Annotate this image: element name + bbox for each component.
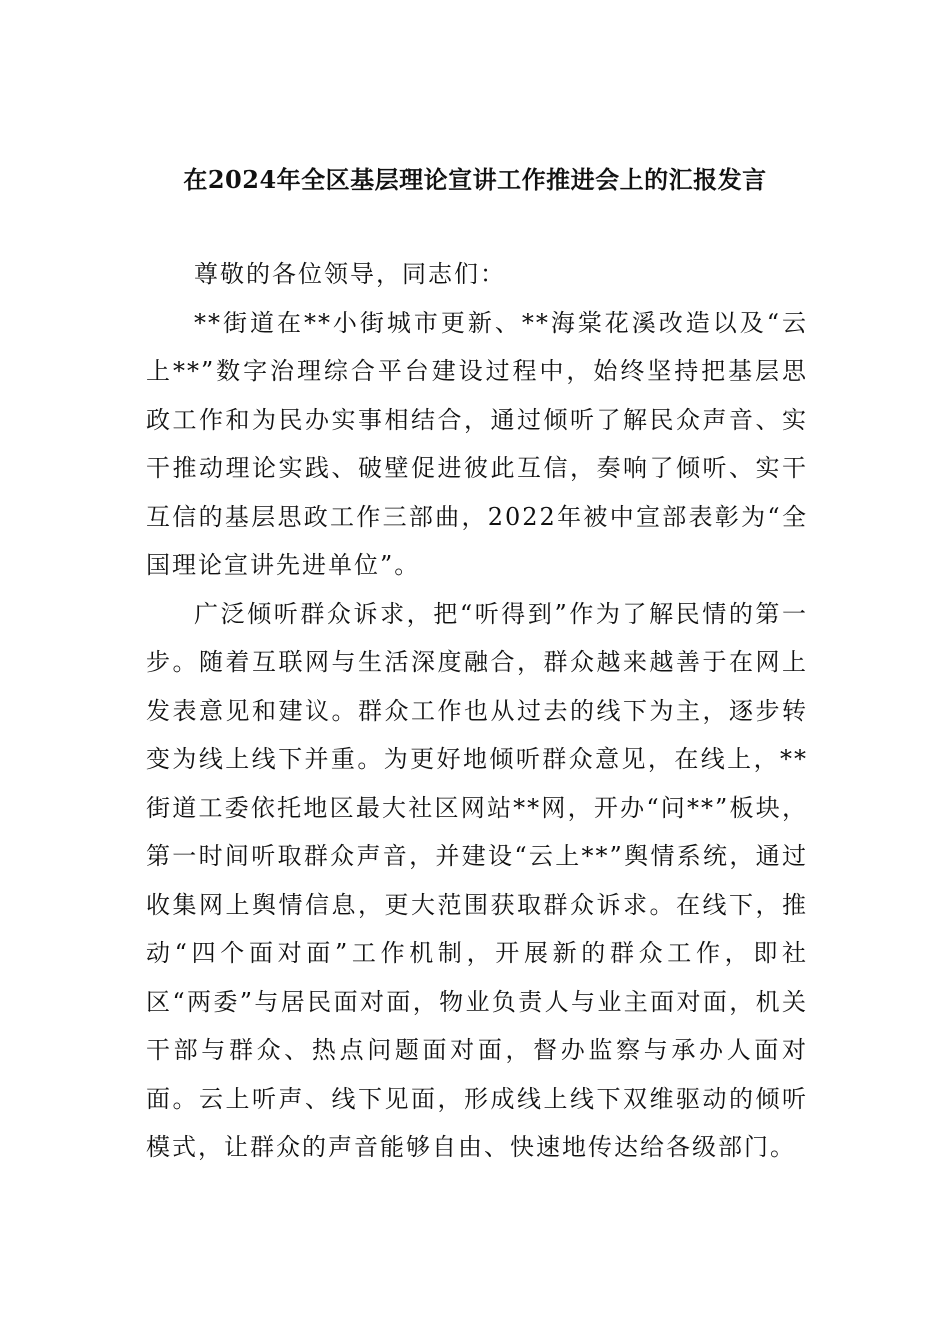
intro-paragraph: **街道在**小街城市更新、**海棠花溪改造以及“云上**”数字治理综合平台建设过程中，始终坚持把基层思政工作和为民办实事相结合，通过倾听了解民众声音、实干推动理论实践、破壁促进彼此互信，奏响了倾听、实干互信的基层思政工作三部曲，2022年被中宣部表彰为“全国理论宣讲先进单位”。 xyxy=(146,308,808,579)
document-body xyxy=(146,250,808,1172)
document-title: 在2024年全区基层理论宣讲工作推进会上的汇报发言 xyxy=(183,165,767,194)
listening-paragraph: 广泛倾听群众诉求，把“听得到”作为了解民情的第一步。随着互联网与生活深度融合，群众越来越善于在网上发表意见和建议。群众工作也从过去的线下为主，逐步转变为线上线下并重。为更好地倾听群众意见，在线上，**街道工委依托地区最大社区网站**网，开办“问**”板块，第一时间听取群众声音，并建设“云上**”舆情系统，通过收集网上舆情信息，更大范围获取群众诉求。在线下，推动“四个面对面”工作机制，开展新的群众工作，即社区“两委”与居民面对面，物业负责人与业主面对面，机关干部与群众、热点问题面对面，督办监察与承办人面对面。云上听声、线下见面，形成线上线下双维驱动的倾听模式，让群众的声音能够自由、快速地传达给各级部门。 xyxy=(146,599,808,1161)
salutation-paragraph: 尊敬的各位领导，同志们： xyxy=(194,260,506,288)
